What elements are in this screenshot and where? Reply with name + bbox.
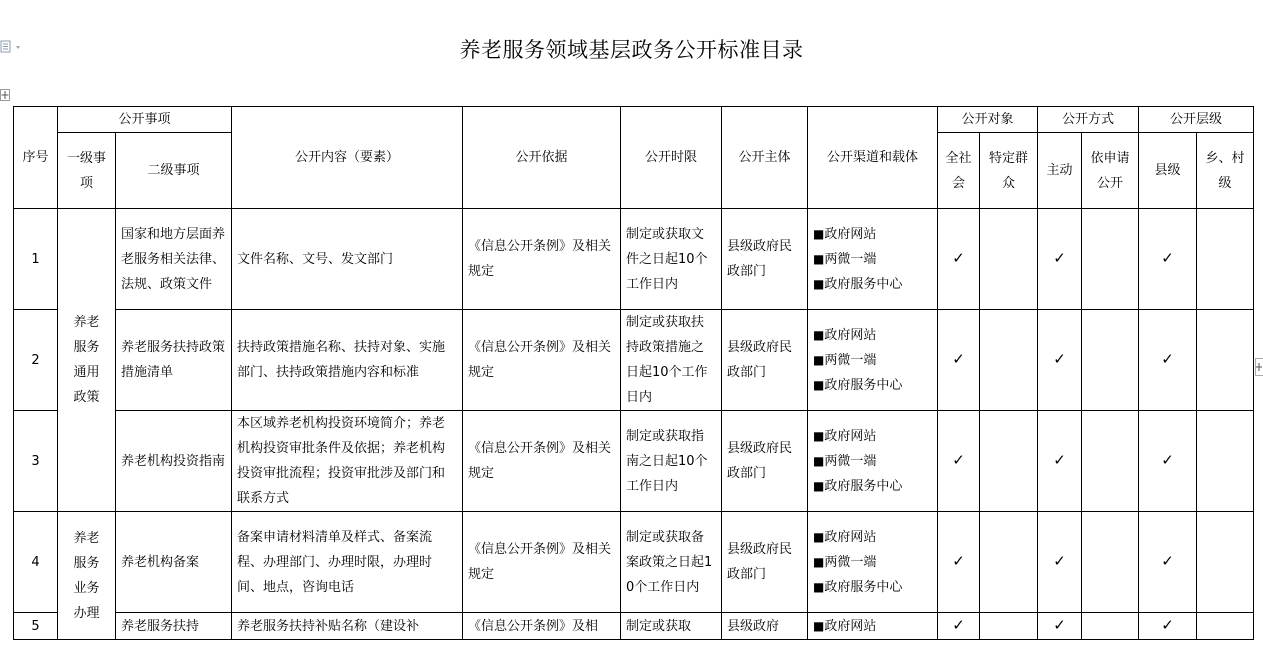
header-target-all: 全社会 [938, 133, 980, 209]
table-row [14, 411, 1254, 512]
channel-item: ■ 两微一端 [813, 550, 932, 575]
level-county-cell [1139, 310, 1197, 411]
row-subject-text: 县级政府 [727, 619, 780, 634]
method-active-cell [1038, 209, 1082, 310]
header-basis: 公开依据 [463, 107, 621, 209]
channel-item: ■ 政府网站 [813, 222, 932, 247]
channel-item: ■ 两微一端 [813, 247, 932, 272]
method-active-cell [1038, 310, 1082, 411]
row-level2-text: 养老服务扶持 [121, 619, 200, 634]
row-time-limit [621, 411, 722, 512]
check-mark-icon: ✓ [952, 552, 965, 570]
target-specific-cell [980, 310, 1038, 411]
row-basis-text: 《信息公开条例》及相关规定 [468, 441, 612, 481]
table-row [14, 613, 1254, 640]
channel-item: ■ 政府网站 [813, 323, 932, 348]
header-row-1 [14, 107, 1254, 133]
target-all-cell [938, 209, 980, 310]
target-all-cell [938, 310, 980, 411]
method-apply-cell [1082, 613, 1139, 640]
target-specific-cell [980, 512, 1038, 613]
level-township-cell [1197, 209, 1254, 310]
check-mark-icon: ✓ [1053, 552, 1066, 570]
method-apply-cell [1082, 209, 1139, 310]
method-active-cell [1038, 613, 1082, 640]
row-time-limit [621, 613, 722, 640]
table-row [14, 310, 1254, 411]
header-method-active: 主动 [1038, 133, 1082, 209]
header-subject: 公开主体 [722, 107, 808, 209]
header-level-group: 公开层级 [1139, 107, 1254, 133]
check-mark-icon: ✓ [1161, 616, 1174, 634]
header-level1: 一级事项 [58, 133, 116, 209]
row-basis-text: 《信息公开条例》及相关规定 [468, 542, 612, 582]
row-seq: 2 [14, 310, 58, 411]
table-row [14, 512, 1254, 613]
row-basis-text: 《信息公开条例》及相关规定 [468, 239, 612, 279]
check-mark-icon: ✓ [952, 249, 965, 267]
channel-item: ■ 两微一端 [813, 348, 932, 373]
row-seq: 1 [14, 209, 58, 310]
row-subject-text: 县级政府民政部门 [727, 441, 793, 481]
header-seq: 序号 [14, 107, 58, 209]
level-county-cell [1139, 613, 1197, 640]
row-content-text: 备案申请材料清单及样式、备案流程、办理部门、办理时限，办理时间、地点，咨询电话 [237, 529, 433, 595]
target-specific-cell [980, 613, 1038, 640]
row-channels [808, 209, 938, 310]
level-county-cell [1139, 209, 1197, 310]
target-specific-cell [980, 411, 1038, 512]
target-all-cell [938, 613, 980, 640]
row-channels [808, 411, 938, 512]
row-level2-text: 国家和地方层面养老服务相关法律、法规、政策文件 [121, 226, 226, 292]
row-content-text: 文件名称、文号、发文部门 [237, 251, 394, 267]
check-mark-icon: ✓ [1053, 249, 1066, 267]
row-level2-text: 养老机构备案 [121, 554, 200, 570]
check-mark-icon: ✓ [1053, 451, 1066, 469]
row-basis [463, 613, 621, 640]
row-subject [722, 209, 808, 310]
check-mark-icon: ✓ [1161, 451, 1174, 469]
row-content [232, 310, 463, 411]
row-content [232, 411, 463, 512]
header-method-group: 公开方式 [1038, 107, 1139, 133]
check-mark-icon: ✓ [952, 350, 965, 368]
row-basis [463, 209, 621, 310]
row-subject-text: 县级政府民政部门 [727, 542, 793, 582]
header-target-specific: 特定群众 [980, 133, 1038, 209]
check-mark-icon: ✓ [1053, 616, 1066, 634]
channel-item: ■ 政府网站 [813, 614, 932, 639]
method-active-cell [1038, 512, 1082, 613]
row-basis-text: 《信息公开条例》及相关规定 [468, 340, 612, 380]
check-mark-icon: ✓ [1053, 350, 1066, 368]
header-level-county: 县级 [1139, 133, 1197, 209]
header-public-items: 公开事项 [58, 107, 232, 133]
channel-item: ■ 两微一端 [813, 449, 932, 474]
header-method-apply: 依申请公开 [1082, 133, 1139, 209]
add-column-icon[interactable] [1255, 358, 1263, 376]
row-basis [463, 411, 621, 512]
row-time-limit-text: 制定或获取扶持政策措施之日起10个工作日内 [626, 315, 708, 405]
method-apply-cell [1082, 310, 1139, 411]
level-township-cell [1197, 512, 1254, 613]
channel-item: ■ 政府网站 [813, 525, 932, 550]
header-level2: 二级事项 [116, 133, 232, 209]
row-channels [808, 613, 938, 640]
row-content [232, 209, 463, 310]
header-content: 公开内容（要素） [232, 107, 463, 209]
channel-item: ■ 政府服务中心 [813, 474, 932, 499]
row-time-limit [621, 209, 722, 310]
check-mark-icon: ✓ [1161, 249, 1174, 267]
row-content [232, 613, 463, 640]
channel-item: ■ 政府服务中心 [813, 575, 932, 600]
row-level2 [116, 411, 232, 512]
channel-item: ■ 政府网站 [813, 424, 932, 449]
row-content-text: 养老服务扶持补贴名称（建设补 [237, 619, 420, 634]
row-basis-text: 《信息公开条例》及相 [468, 619, 599, 634]
row-basis [463, 512, 621, 613]
row-seq: 5 [14, 613, 58, 640]
header-target-group: 公开对象 [938, 107, 1038, 133]
row-time-limit [621, 512, 722, 613]
check-mark-icon: ✓ [1161, 552, 1174, 570]
level-county-cell [1139, 512, 1197, 613]
row-content [232, 512, 463, 613]
level-township-cell [1197, 411, 1254, 512]
row-time-limit-text: 制定或获取指南之日起10个工作日内 [626, 428, 708, 494]
row-subject-text: 县级政府民政部门 [727, 239, 793, 279]
check-mark-icon: ✓ [952, 616, 965, 634]
channel-item: ■ 政府服务中心 [813, 373, 932, 398]
row-content-text: 扶持政策措施名称、扶持对象、实施部门、扶持政策措施内容和标准 [237, 340, 446, 380]
level-county-cell [1139, 411, 1197, 512]
target-all-cell [938, 411, 980, 512]
row-level2 [116, 209, 232, 310]
table-move-handle-icon[interactable] [0, 89, 10, 101]
row-subject [722, 512, 808, 613]
row-subject-text: 县级政府民政部门 [727, 340, 793, 380]
catalog-table [13, 106, 1254, 640]
row-level2-text: 养老服务扶持政策措施清单 [121, 340, 226, 380]
group-business: 养老服务业务办理 [58, 512, 116, 640]
target-specific-cell [980, 209, 1038, 310]
document-title: 养老服务领域基层政务公开标准目录 [459, 38, 804, 62]
row-channels [808, 310, 938, 411]
row-time-limit-text: 制定或获取备案政策之日起10个工作日内 [626, 529, 713, 595]
row-subject [722, 411, 808, 512]
target-all-cell [938, 512, 980, 613]
row-basis [463, 310, 621, 411]
header-channel: 公开渠道和载体 [808, 107, 938, 209]
row-level2 [116, 310, 232, 411]
table-row [14, 209, 1254, 310]
check-mark-icon: ✓ [952, 451, 965, 469]
row-time-limit [621, 310, 722, 411]
row-seq: 4 [14, 512, 58, 613]
method-apply-cell [1082, 411, 1139, 512]
row-subject [722, 310, 808, 411]
check-mark-icon: ✓ [1161, 350, 1174, 368]
header-level-township: 乡、村级 [1197, 133, 1254, 209]
row-channels [808, 512, 938, 613]
row-time-limit-text: 制定或获取 [626, 619, 692, 634]
header-time-limit: 公开时限 [621, 107, 722, 209]
row-level2 [116, 613, 232, 640]
group-general-policy: 养老服务通用政策 [58, 209, 116, 512]
row-content-text: 本区域养老机构投资环境简介；养老机构投资审批条件及依据；养老机构投资审批流程；投资审批涉及部门和联系方式 [237, 416, 446, 506]
method-apply-cell [1082, 512, 1139, 613]
channel-item: ■ 政府服务中心 [813, 272, 932, 297]
row-subject [722, 613, 808, 640]
row-level2 [116, 512, 232, 613]
row-level2-text: 养老机构投资指南 [121, 453, 226, 469]
level-township-cell [1197, 310, 1254, 411]
method-active-cell [1038, 411, 1082, 512]
row-seq: 3 [14, 411, 58, 512]
row-time-limit-text: 制定或获取文件之日起10个工作日内 [626, 226, 708, 292]
level-township-cell [1197, 613, 1254, 640]
